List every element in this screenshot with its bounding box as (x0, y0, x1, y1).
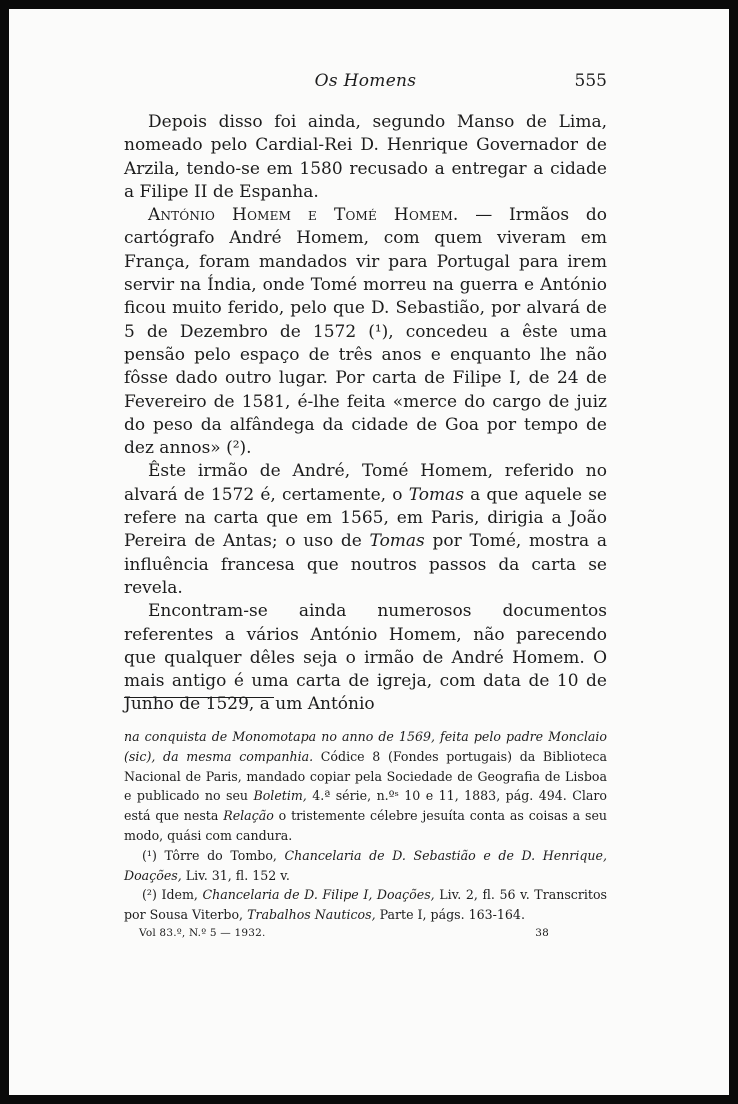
paragraph-3 (124, 460, 607, 600)
tomas-italic-2: Tomas (369, 531, 425, 552)
footnote-1-text-b: Liv. 31, fl. 152 v. (181, 867, 290, 883)
entry-heading: António Homem e Tomé Homem. (148, 205, 459, 226)
footnote-continuation-text-a: Códice 8 (Fondes portugais) da Biblioteca Nacional de Paris, mandado copiar pela Sociedade de Geografia de Lisboa e publicado no seu (124, 748, 607, 804)
paragraph-3-part-b: a que aquele se refere na carta que em 1565, em Paris, dirigia a João Pereira de Antas; o uso de (124, 484, 607, 552)
footnote-1-text-a: Tôrre do Tombo, (156, 847, 285, 863)
paragraph-3-part-c: por Tomé, mostra a influência francesa que noutros passos da carta se revela. (124, 531, 607, 598)
paragraph-3-part-a: Êste irmão de André, Tomé Homem, referido no alvará de 1572 é, certamente, o (124, 461, 607, 505)
footnotes (124, 727, 607, 925)
footnote-continuation-italic: na conquista de Monomotapa no anno de 1569, feita pelo padre Monclaio (sic), da mesma companhia. (124, 729, 607, 764)
footnote-2 (124, 885, 607, 925)
footnote-2-text-c: Parte I, págs. 163-164. (375, 907, 525, 923)
footnote-2-italic: Chancelaria de D. Filipe I, Doações, (202, 887, 435, 903)
footnote-1-mark: (¹) (142, 847, 157, 863)
running-title: Os Homens (314, 71, 417, 91)
page-number: 555 (574, 71, 607, 91)
body-text (124, 111, 607, 717)
tomas-italic-1: Tomas (408, 484, 464, 505)
paragraph-2-text: — Irmãos do cartógrafo André Homem, com quem viveram em França, foram mandados vir para Portugal para irem servir na Índia, onde Tomé morreu na guerra e António ficou muito ferido, pelo que D. Sebastião, por alvará de 5 de Dezembro de 1572 (¹), concedeu a êste uma pensão pelo espaço de três anos e enquanto lhe não fôsse dado outro lugar. Por carta de Filipe I, de 24 de Fevereiro de 1581, é-lhe feita «merce do cargo de juiz do peso da alfândega da cidade de Goa por tempo de dez annos» (²). (124, 205, 607, 459)
footnote-rule (124, 697, 274, 698)
paragraph-2 (124, 204, 607, 460)
footnote-continuation (124, 727, 607, 846)
footnote-2-text-a: Idem, (156, 887, 203, 903)
footnote-2-text-b: Liv. 2, fl. 56 v. Transcritos por Sousa Viterbo, (124, 887, 608, 923)
footnote-1-italic: Chancelaria de D. Sebastião e de D. Henrique, Doações, (124, 847, 607, 883)
relacao-italic: Relação (223, 808, 274, 824)
footnote-2-mark: (²) (142, 887, 157, 903)
page-header (124, 71, 607, 97)
volume-line: Vol 83.º, N.º 5 — 1932. (139, 927, 266, 939)
footnote-continuation-text-c: o tristemente célebre jesuíta conta as coisas a seu modo, quási com candura. (124, 808, 608, 843)
paragraph-4: Encontram-se ainda numerosos documentos referentes a vários António Homem, não parecendo que qualquer dêles seja o irmão de André Homem. O mais antigo é uma carta de igreja, com data de 10 de Junho de 1529, a um António (124, 601, 607, 715)
footnote-continuation-text-b: 4.ª série, n.ºˢ 10 e 11, 1883, pág. 494. Claro está que nesta (124, 788, 607, 824)
signature-mark: 38 (535, 927, 549, 939)
footnote-1 (124, 846, 607, 886)
page-footer (139, 927, 549, 945)
boletim-italic: Boletim, (253, 788, 307, 804)
paragraph-1: Depois disso foi ainda, segundo Manso de Lima, nomeado pelo Cardial-Rei D. Henrique Governador de Arzila, tendo-se em 1580 recusado a entregar a cidade a Filipe II de Espanha. (124, 112, 607, 202)
footnote-2-italic-2: Trabalhos Nauticos, (247, 907, 376, 923)
